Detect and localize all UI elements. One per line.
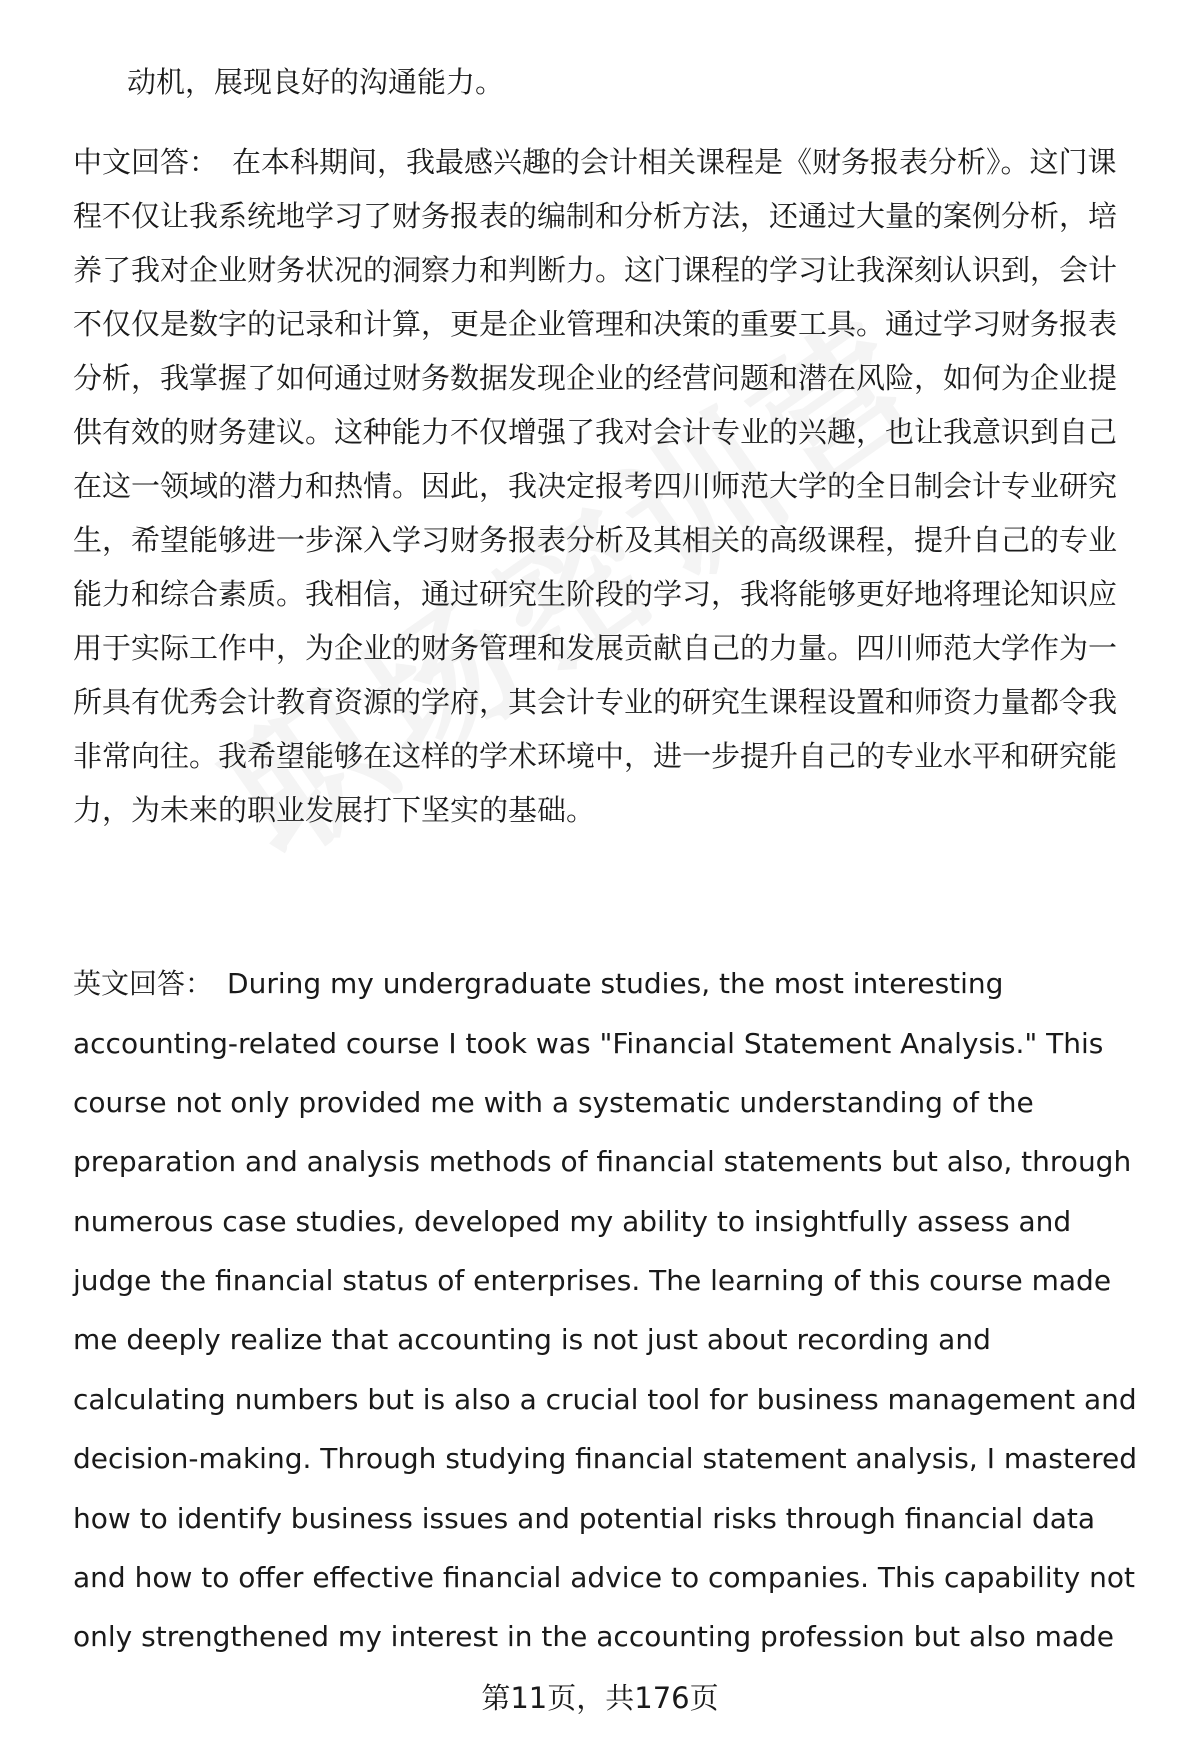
chinese-answer-line (73, 142, 1117, 182)
english-answer-line: only strengthened my interest in the accounting profession but also made (73, 1620, 1115, 1653)
chinese-answer-line: 力，为未来的职业发展打下坚实的基础。 (73, 793, 596, 827)
english-answer-line: numerous case studies, developed my ability to insightfully assess and (73, 1205, 1072, 1238)
english-answer-label: 英文回答： (73, 967, 214, 1000)
english-answer-line: preparation and analysis methods of financial statements but also, through (73, 1145, 1132, 1178)
chinese-answer-line: 不仅仅是数字的记录和计算，更是企业管理和决策的重要工具。通过学习财务报表 (73, 307, 1118, 341)
chinese-answer-line: 在这一领域的潜力和热情。因此，我决定报考四川师范大学的全日制会计专业研究 (73, 469, 1118, 503)
english-answer-line: judge the financial status of enterprises. The learning of this course made (73, 1264, 1112, 1297)
chinese-answer-line: 养了我对企业财务状况的洞察力和判断力。这门课程的学习让我深刻认识到，会计 (73, 253, 1118, 287)
chinese-answer-line: 供有效的财务建议。这种能力不仅增强了我对会计专业的兴趣，也让我意识到自己 (73, 415, 1118, 449)
page-number: 第11页，共176页 (481, 1681, 719, 1715)
chinese-answer-line: 能力和综合素质。我相信，通过研究生阶段的学习，我将能够更好地将理论知识应 (73, 577, 1118, 611)
english-answer-line: me deeply realize that accounting is not just about recording and (73, 1323, 991, 1356)
english-answer-line: calculating numbers but is also a crucial tool for business management and (73, 1383, 1137, 1416)
english-answer-text: During my undergraduate studies, the most interesting (227, 967, 1004, 1000)
english-answer-line: and how to offer effective financial advice to companies. This capability not (73, 1561, 1135, 1594)
chinese-answer-line: 程不仅让我系统地学习了财务报表的编制和分析方法，还通过大量的案例分析，培 (73, 199, 1118, 233)
chinese-answer-text: 在本科期间，我最感兴趣的会计相关课程是《财务报表分析》。这门课 (232, 145, 1117, 179)
chinese-answer-line: 分析，我掌握了如何通过财务数据发现企业的经营问题和潜在风险，如何为企业提 (73, 361, 1118, 395)
chinese-answer-label: 中文回答： (73, 145, 219, 179)
chinese-answer-line: 用于实际工作中，为企业的财务管理和发展贡献自己的力量。四川师范大学作为一 (73, 631, 1118, 665)
english-answer-line: how to identify business issues and potential risks through financial data (73, 1502, 1096, 1535)
english-answer-line: course not only provided me with a systematic understanding of the (73, 1086, 1034, 1119)
intro-line: 动机，展现良好的沟通能力。 (127, 65, 505, 99)
chinese-answer-line: 生，希望能够进一步深入学习财务报表分析及其相关的高级课程，提升自己的专业 (73, 523, 1118, 557)
chinese-answer-line: 非常向往。我希望能够在这样的学术环境中，进一步提升自己的专业水平和研究能 (73, 739, 1118, 773)
english-answer-line (73, 964, 1003, 1004)
english-answer-line: decision-making. Through studying financial statement analysis, I mastered (73, 1442, 1137, 1475)
english-answer-line: accounting-related course I took was "Financial Statement Analysis." This (73, 1027, 1104, 1060)
chinese-answer-line: 所具有优秀会计教育资源的学府，其会计专业的研究生课程设置和师资力量都令我 (73, 685, 1118, 719)
